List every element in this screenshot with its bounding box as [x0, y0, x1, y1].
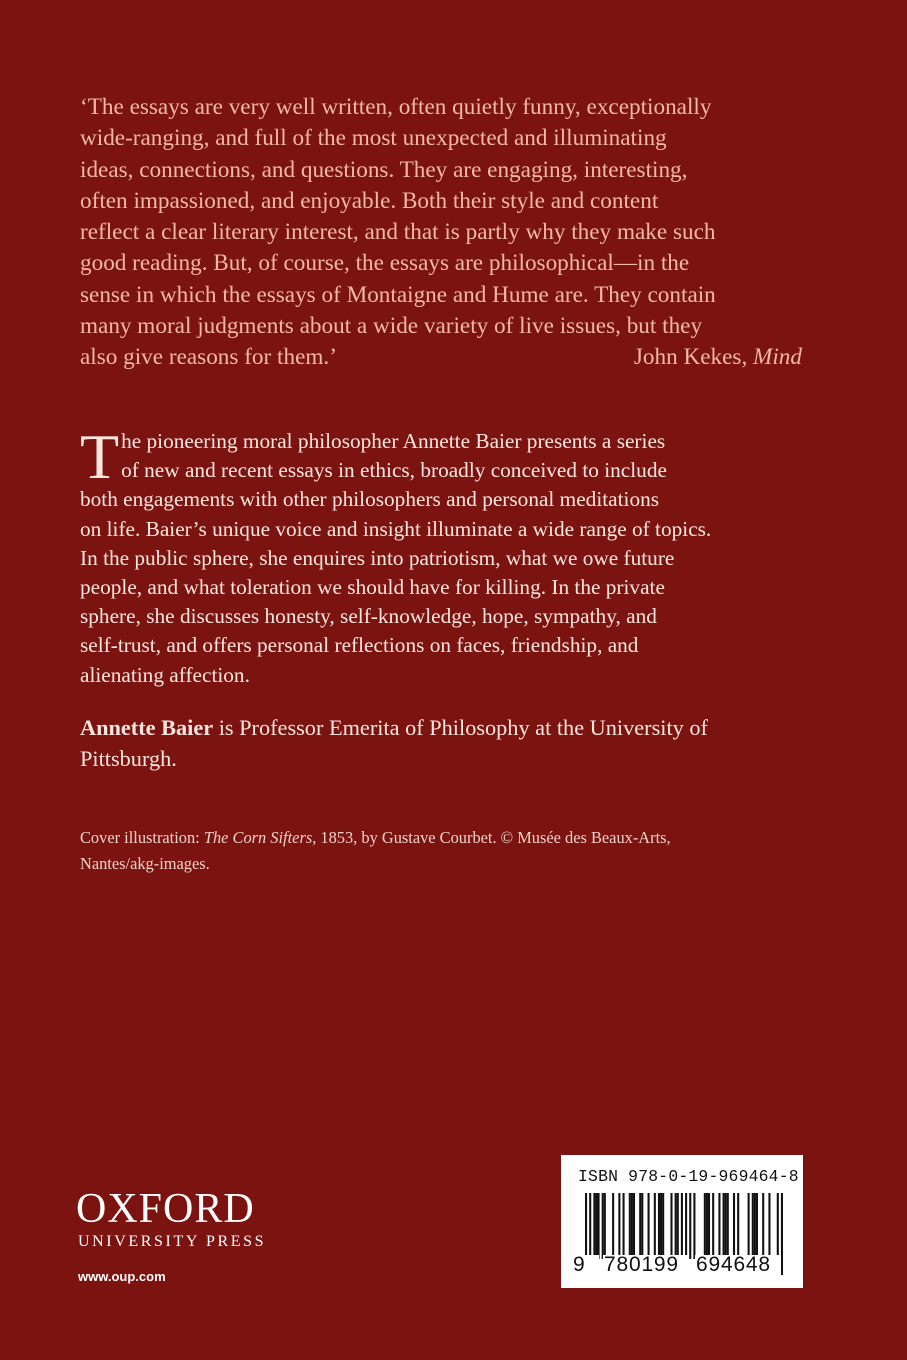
quote-line: sense in which the essays of Montaigne and Hume are. They contain [80, 281, 716, 308]
barcode-bar [762, 1193, 764, 1259]
quote-attribution [634, 342, 802, 373]
barcode-digits-right: 694648 [696, 1253, 771, 1276]
barcode-bar [670, 1193, 672, 1259]
barcode-bar [718, 1193, 720, 1259]
barcode-bar [631, 1193, 633, 1259]
publisher-name: OXFORD [76, 1186, 255, 1232]
barcode-bar [633, 1193, 635, 1259]
description-line: of new and recent essays in ethics, broadly conceived to include [121, 458, 667, 483]
barcode-bar [662, 1193, 664, 1259]
description-line: both engagements with other philosophers and personal meditations [80, 487, 660, 512]
book-description [80, 421, 820, 690]
quote-line: often impassioned, and enjoyable. Both their style and content [80, 187, 659, 214]
barcode-bar [708, 1193, 710, 1259]
barcode-bar [768, 1193, 770, 1259]
barcode-bar [737, 1193, 739, 1259]
barcode-bar [712, 1193, 714, 1259]
barcode-bar [602, 1193, 604, 1259]
barcode-first-digit: 9 [573, 1253, 585, 1276]
credit-prefix: Cover illustration: [80, 828, 204, 847]
barcode-bar [781, 1193, 783, 1275]
publisher-subtitle: UNIVERSITY PRESS [78, 1233, 267, 1250]
attribution-author: John Kekes, [633, 344, 748, 371]
quote-line: wide-ranging, and full of the most unexpected and illuminating [80, 125, 667, 152]
publisher-logo [76, 1186, 266, 1284]
barcode-bar [675, 1193, 677, 1259]
barcode-bar [623, 1193, 625, 1259]
barcode-bar [723, 1193, 725, 1259]
quote-line: many moral judgments about a wide variety of live issues, but they [80, 313, 703, 340]
barcode-bar [733, 1193, 735, 1259]
description-line: In the public sphere, she enquires into patriotism, what we owe future [80, 545, 675, 570]
barcode-bar [618, 1193, 620, 1259]
bio-line: Pittsburgh. [80, 746, 177, 771]
description-line: on life. Baier’s unique voice and insight illuminate a wide range of topics. [80, 516, 712, 541]
barcode-bar [593, 1193, 595, 1259]
attribution-source: Mind [753, 344, 802, 371]
quote-line: ‘The essays are very well written, often quietly funny, exceptionally [80, 94, 712, 120]
credit-line [80, 825, 820, 851]
barcode-bar [629, 1193, 631, 1259]
bio-line [80, 712, 820, 743]
quote-last-row [80, 342, 802, 373]
barcode-bar [704, 1193, 706, 1259]
credit-rest: , 1853, by Gustave Courbet. © Musée des Beaux-Arts, [312, 828, 671, 847]
author-name: Annette Baier [80, 715, 214, 740]
credit-line: Nantes/akg-images. [80, 854, 210, 873]
bio-text: is Professor Emerita of Philosophy at the University of [213, 715, 708, 740]
barcode-bar [725, 1193, 727, 1259]
barcode-bar [689, 1193, 691, 1259]
barcode-bar [654, 1193, 656, 1259]
quote-line: also give reasons for them.’ [80, 344, 337, 371]
description-line: self-trust, and offers personal reflections on faces, friendship, and [80, 633, 639, 658]
barcode-bar [756, 1193, 758, 1259]
review-quote [80, 92, 810, 374]
quote-line: ideas, connections, and questions. They are engaging, interesting, [80, 156, 688, 183]
cover-credit [80, 825, 820, 877]
barcode-bar [727, 1193, 729, 1259]
isbn-barcode-box [561, 1155, 803, 1288]
description-line: he pioneering moral philosopher Annette Baier presents a series [121, 429, 666, 453]
artwork-title: The Corn Sifters [203, 828, 313, 847]
drop-cap: T [80, 421, 120, 492]
barcode-bar [677, 1193, 679, 1259]
barcode-bar [658, 1193, 660, 1259]
description-line: sphere, she discusses honesty, self-knowledge, hope, sympathy, and [80, 604, 657, 629]
barcode-bar [639, 1193, 641, 1259]
description-line: people, and what toleration we should have for killing. In the private [80, 575, 665, 600]
barcode-bar [641, 1193, 643, 1259]
barcode-bar [595, 1193, 597, 1259]
barcode-bar [660, 1193, 662, 1259]
barcode-bar [648, 1193, 650, 1259]
barcode-bar [598, 1193, 600, 1259]
author-bio [80, 712, 820, 774]
description-line: alienating affection. [80, 662, 250, 687]
barcode-bar [754, 1193, 756, 1259]
publisher-url[interactable]: www.oup.com [78, 1269, 166, 1284]
barcode-bar [706, 1193, 708, 1259]
barcode-bar [752, 1193, 754, 1259]
barcode-bar [612, 1193, 614, 1259]
quote-line: good reading. But, of course, the essays are philosophical—in the [80, 250, 690, 277]
isbn-label: ISBN 978-0-19-969464-8 [578, 1167, 799, 1186]
barcode-digits-left: 780199 [604, 1253, 679, 1276]
barcode-bar [693, 1193, 695, 1259]
barcode-bar [748, 1193, 750, 1259]
quote-line: reflect a clear literary interest, and that is partly why they make such [80, 219, 716, 246]
barcode-bar [604, 1193, 606, 1259]
